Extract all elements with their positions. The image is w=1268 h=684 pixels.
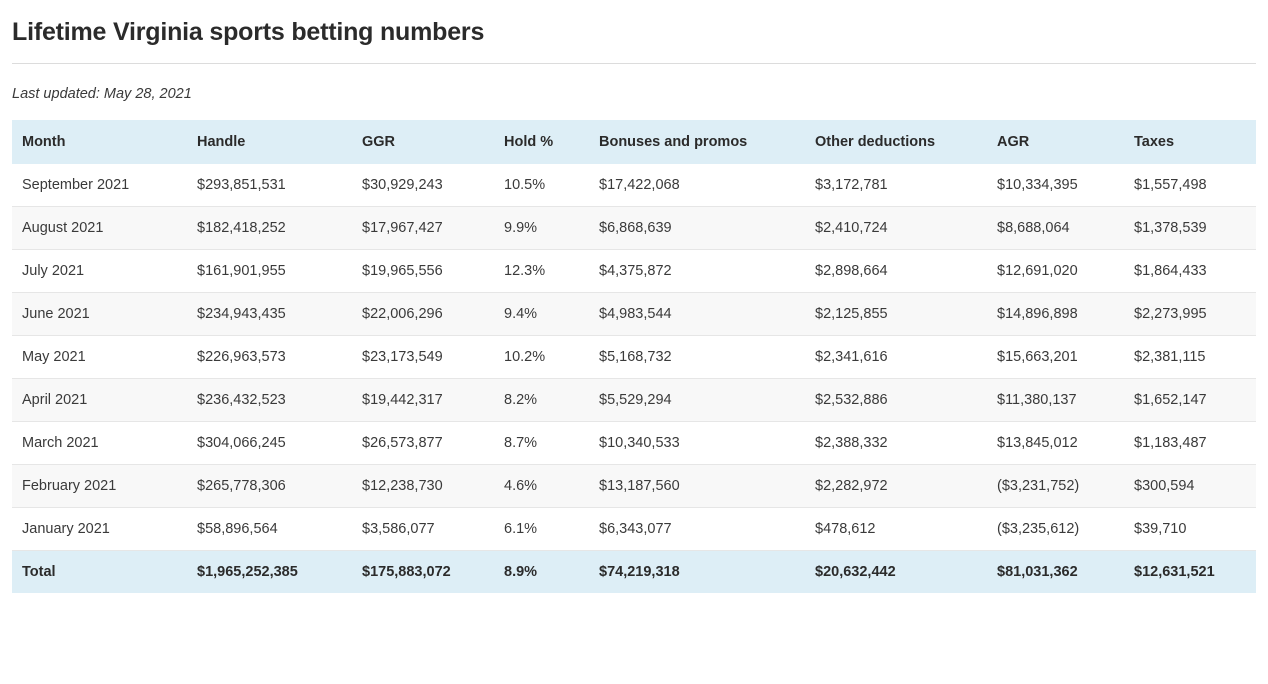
cell-total-hold: 8.9% <box>494 551 589 594</box>
cell-hold: 10.2% <box>494 336 589 379</box>
table-row <box>12 250 1256 293</box>
cell-total-other-deductions: $20,632,442 <box>805 551 987 594</box>
cell-total-taxes: $12,631,521 <box>1124 551 1256 594</box>
table-row <box>12 465 1256 508</box>
cell-agr: $8,688,064 <box>987 207 1124 250</box>
cell-handle: $58,896,564 <box>187 508 352 551</box>
cell-month: September 2021 <box>12 164 187 207</box>
cell-total-label: Total <box>12 551 187 594</box>
cell-handle: $236,432,523 <box>187 379 352 422</box>
cell-bonuses: $6,343,077 <box>589 508 805 551</box>
cell-handle: $265,778,306 <box>187 465 352 508</box>
cell-ggr: $17,967,427 <box>352 207 494 250</box>
betting-numbers-table <box>12 120 1256 593</box>
cell-hold: 12.3% <box>494 250 589 293</box>
cell-other-deductions: $2,898,664 <box>805 250 987 293</box>
table-row <box>12 293 1256 336</box>
cell-agr: $14,896,898 <box>987 293 1124 336</box>
cell-taxes: $1,183,487 <box>1124 422 1256 465</box>
table-total-row <box>12 551 1256 594</box>
cell-taxes: $1,652,147 <box>1124 379 1256 422</box>
cell-month: August 2021 <box>12 207 187 250</box>
cell-taxes: $39,710 <box>1124 508 1256 551</box>
cell-other-deductions: $2,410,724 <box>805 207 987 250</box>
cell-handle: $182,418,252 <box>187 207 352 250</box>
cell-bonuses: $17,422,068 <box>589 164 805 207</box>
cell-handle: $234,943,435 <box>187 293 352 336</box>
cell-bonuses: $5,168,732 <box>589 336 805 379</box>
cell-bonuses: $6,868,639 <box>589 207 805 250</box>
cell-hold: 4.6% <box>494 465 589 508</box>
cell-agr: ($3,235,612) <box>987 508 1124 551</box>
cell-total-handle: $1,965,252,385 <box>187 551 352 594</box>
table-row <box>12 207 1256 250</box>
cell-ggr: $12,238,730 <box>352 465 494 508</box>
table-row <box>12 508 1256 551</box>
cell-month: May 2021 <box>12 336 187 379</box>
cell-ggr: $26,573,877 <box>352 422 494 465</box>
cell-hold: 9.4% <box>494 293 589 336</box>
column-header-handle: Handle <box>187 120 352 164</box>
cell-ggr: $19,965,556 <box>352 250 494 293</box>
table-row <box>12 422 1256 465</box>
cell-month: March 2021 <box>12 422 187 465</box>
cell-taxes: $300,594 <box>1124 465 1256 508</box>
cell-taxes: $1,378,539 <box>1124 207 1256 250</box>
column-header-ggr: GGR <box>352 120 494 164</box>
cell-hold: 8.2% <box>494 379 589 422</box>
last-updated-text: Last updated: May 28, 2021 <box>12 86 192 102</box>
cell-month: July 2021 <box>12 250 187 293</box>
page-title: Lifetime Virginia sports betting numbers <box>12 18 1256 64</box>
cell-bonuses: $10,340,533 <box>589 422 805 465</box>
cell-ggr: $30,929,243 <box>352 164 494 207</box>
cell-taxes: $1,864,433 <box>1124 250 1256 293</box>
table-row <box>12 164 1256 207</box>
cell-taxes: $1,557,498 <box>1124 164 1256 207</box>
cell-bonuses: $5,529,294 <box>589 379 805 422</box>
cell-total-bonuses: $74,219,318 <box>589 551 805 594</box>
table-row <box>12 336 1256 379</box>
cell-handle: $226,963,573 <box>187 336 352 379</box>
cell-bonuses: $13,187,560 <box>589 465 805 508</box>
cell-hold: 9.9% <box>494 207 589 250</box>
cell-handle: $293,851,531 <box>187 164 352 207</box>
column-header-taxes: Taxes <box>1124 120 1256 164</box>
cell-agr: $10,334,395 <box>987 164 1124 207</box>
column-header-agr: AGR <box>987 120 1124 164</box>
column-header-hold-pct: Hold % <box>494 120 589 164</box>
cell-agr: $11,380,137 <box>987 379 1124 422</box>
table-body <box>12 164 1256 593</box>
cell-other-deductions: $2,532,886 <box>805 379 987 422</box>
cell-month: April 2021 <box>12 379 187 422</box>
cell-ggr: $23,173,549 <box>352 336 494 379</box>
cell-taxes: $2,273,995 <box>1124 293 1256 336</box>
cell-agr: $12,691,020 <box>987 250 1124 293</box>
cell-ggr: $22,006,296 <box>352 293 494 336</box>
cell-other-deductions: $2,341,616 <box>805 336 987 379</box>
cell-other-deductions: $2,282,972 <box>805 465 987 508</box>
cell-other-deductions: $3,172,781 <box>805 164 987 207</box>
cell-ggr: $3,586,077 <box>352 508 494 551</box>
cell-month: February 2021 <box>12 465 187 508</box>
column-header-month: Month <box>12 120 187 164</box>
column-header-bonuses-and-promos: Bonuses and promos <box>589 120 805 164</box>
cell-other-deductions: $478,612 <box>805 508 987 551</box>
cell-handle: $161,901,955 <box>187 250 352 293</box>
cell-other-deductions: $2,125,855 <box>805 293 987 336</box>
table-row <box>12 379 1256 422</box>
cell-agr: $13,845,012 <box>987 422 1124 465</box>
cell-agr: $15,663,201 <box>987 336 1124 379</box>
table-header <box>12 120 1256 164</box>
cell-month: June 2021 <box>12 293 187 336</box>
cell-handle: $304,066,245 <box>187 422 352 465</box>
cell-taxes: $2,381,115 <box>1124 336 1256 379</box>
cell-month: January 2021 <box>12 508 187 551</box>
cell-other-deductions: $2,388,332 <box>805 422 987 465</box>
cell-hold: 6.1% <box>494 508 589 551</box>
cell-total-agr: $81,031,362 <box>987 551 1124 594</box>
table-header-row <box>12 120 1256 164</box>
cell-agr: ($3,231,752) <box>987 465 1124 508</box>
cell-bonuses: $4,375,872 <box>589 250 805 293</box>
column-header-other-deductions: Other deductions <box>805 120 987 164</box>
cell-hold: 8.7% <box>494 422 589 465</box>
cell-total-ggr: $175,883,072 <box>352 551 494 594</box>
cell-ggr: $19,442,317 <box>352 379 494 422</box>
page-container <box>0 18 1268 593</box>
cell-hold: 10.5% <box>494 164 589 207</box>
cell-bonuses: $4,983,544 <box>589 293 805 336</box>
